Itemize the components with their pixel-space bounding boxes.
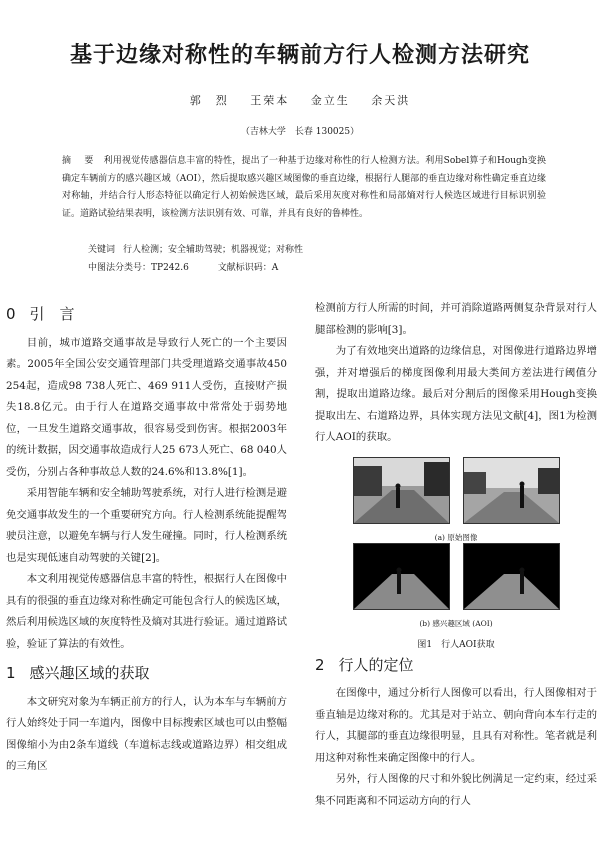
aoi-image-1 [353, 543, 450, 610]
paper-title: 基于边缘对称性的车辆前方行人检测方法研究 [69, 43, 530, 68]
section-title: 引 言 [29, 305, 75, 323]
abstract-text: 利用视觉传感器信息丰富的特性，提出了一种基于边缘对称性的行人检测方法。利用Sobel算子和Hough变换确定车辆前方的感兴趣区域（AOI），然后提取感兴趣区域图像的垂直边缘，根据行人腿部的垂直边缘对称性确定垂直边缘对称轴，并结合行人形态特征以确定行人初始候选区域，最后采用灰度对称性和局部熵对行人候选区域进行目标识别验证。道路试验结果表明，该检测方法识别有效、可靠，并具有良好的鲁棒性。 [62, 156, 546, 219]
doc-code-value: A [271, 263, 279, 273]
classification [88, 260, 278, 277]
section-heading-locate [315, 655, 597, 677]
paragraph-right-2: 为了有效地突出道路的边缘信息，对图像进行道路边界增强，并对增强后的梯度图像利用最大类间方差法进行阈值分割，提取出道路边缘。最后对分割后的图像采用Hough变换提取出左、右道路边界，具体实现方法见文献[4]，图1为检测行人AOI的获取。 [315, 345, 597, 443]
abstract [62, 153, 546, 223]
original-image-1 [353, 457, 450, 524]
paragraph-locate-1: 在图像中，通过分析行人图像可以看出，行人图像相对于垂直轴是边缘对称的。尤其是对于站立、朝向背向本车行走的行人，其腿部的垂直边缘很明显，且具有对称性。笔者就是利用这种对称性来确定图像中的行人。 [315, 687, 597, 764]
section-number: 1 [6, 664, 16, 682]
section-title: 感兴趣区域的获取 [29, 664, 150, 682]
author-3: 金立生 [310, 94, 350, 107]
figure-1 [315, 455, 597, 651]
affiliation: （吉林大学 长春 130025） [240, 127, 360, 137]
section-heading-aoi [6, 663, 287, 685]
left-column [6, 298, 287, 778]
abstract-label: 摘 要 [62, 156, 96, 166]
author-2: 王荣本 [250, 94, 290, 107]
paragraph-intro-1: 目前，城市道路交通事故是导致行人死亡的一个主要因素。2005年全国公安交通管理部门共受理道路交通事故450 254起，造成98 738人死亡、469 911人受伤，直接财产损失18.8亿元。由于行人在道路交通事故中常常处于弱势地位，一旦发生道路交通事故，很容易受到伤害。根据2003年的统计数据，因交通事故造成行人25 673人死亡、68 040人受伤，分别占各种事故总人数的24.6%和13.8%[1]。 [6, 336, 287, 478]
section-number: 2 [315, 655, 325, 674]
author-4: 余天洪 [371, 94, 411, 107]
author-1: 郭 烈 [189, 94, 229, 107]
keywords-label: 关键词 [88, 245, 116, 255]
doc-code-label: 文献标识码： [217, 263, 272, 273]
section-number: 0 [6, 305, 16, 323]
figure-caption: 图1 行人AOI获取 [417, 639, 495, 650]
right-column [315, 298, 597, 812]
keywords-text: 行人检测；安全辅助驾驶；机器视觉；对称性 [123, 245, 304, 255]
section-title: 行人的定位 [338, 655, 414, 674]
paragraph-intro-2: 采用智能车辆和安全辅助驾驶系统，对行人进行检测是避免交通事故发生的一个重要研究方向。行人检测系统能提醒驾驶员注意，以避免车辆与行人发生碰撞。同时，行人检测系统也是实现低速自动驾驶的关键[2]。 [6, 487, 287, 564]
paragraph-locate-2: 另外，行人图像的尺寸和外貌比例满足一定约束，经过采集不同距离和不同运动方向的行人 [315, 773, 597, 807]
author-list [0, 92, 600, 108]
original-image-2 [463, 457, 560, 524]
caption-b: (b) 感兴趣区域 (AOI) [419, 618, 493, 628]
clc-value: TP242.6 [151, 263, 189, 273]
paragraph-continued: 检测前方行人所需的时间，并可消除道路两侧复杂背景对行人腿部检测的影响[3]。 [315, 302, 597, 336]
keywords [88, 242, 303, 259]
aoi-image-2 [463, 543, 560, 610]
paragraph-aoi-1: 本文研究对象为车辆正前方的行人，认为本车与车辆前方行人始终处于同一车道内，图像中目标搜索区域也可以由整幅图像缩小为由2条车道线（车道标志线或道路边界）相交组成的三角区 [6, 695, 287, 772]
caption-a: (a) 原始图像 [434, 532, 478, 542]
clc-label: 中图法分类号： [88, 263, 152, 273]
section-heading-intro [6, 304, 287, 326]
paragraph-intro-3: 本文利用视觉传感器信息丰富的特性，根据行人在图像中具有的很强的垂直边缘对称性确定可能包含行人的候选区域，然后利用候选区域的灰度特性及熵对其进行验证。通过道路试验，验证了算法的有效性。 [6, 573, 287, 650]
